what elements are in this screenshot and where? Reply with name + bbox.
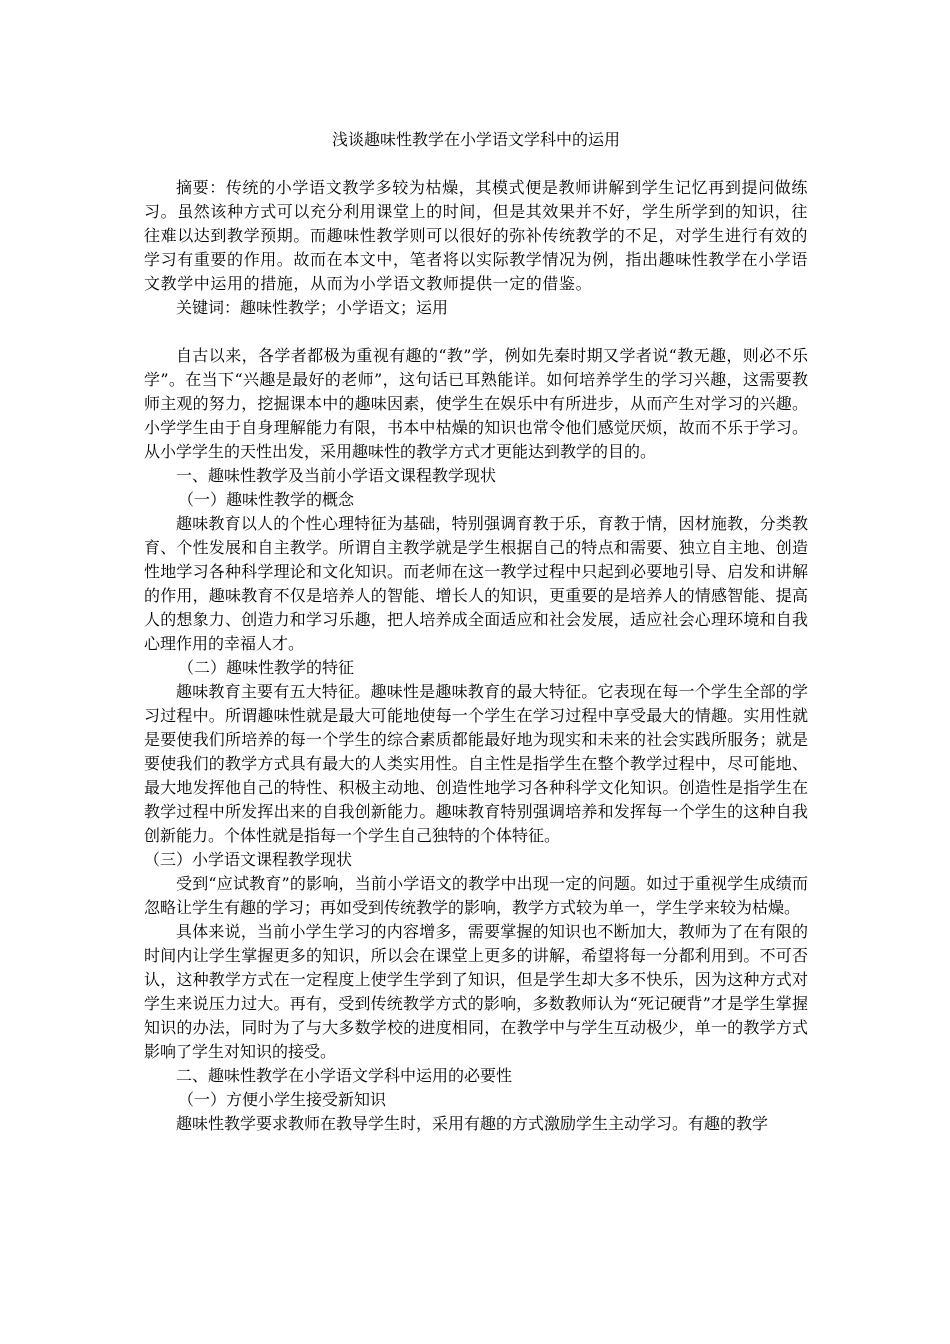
- section-1-heading: 一、趣味性教学及当前小学语文课程教学现状: [176, 466, 497, 485]
- section-1-3-body-2: 具体来说，当前小学生学习的内容增多，需要掌握的知识也不断加大，教师为了在有限的时间内让学生掌握更多的知识，所以会在课堂上更多的讲解，希望将每一分都利用到。不可否认，这种教学方式在一定程度上使学生学到了知识，但是学生却大多不快乐，因为这种方式对学生来说压力过大。再有，受到传统教学方式的影响，多数教师认为“死记硬背”才是学生掌握知识的办法，同时为了与大多数学校的进度相同，在教学中与学生互动极少，单一的教学方式影响了学生对知识的接受。: [144, 922, 808, 1061]
- section-1-2-body: 趣味教育主要有五大特征。趣味性是趣味教育的最大特征。它表现在每一个学生全部的学习过程中。所谓趣味性就是最大可能地使每一个学生在学习过程中享受最大的情趣。实用性就是要使我们所培养的每一个学生的综合素质都能最好地为现实和未来的社会实践所服务；就是要使我们的教学方式具有最大的人类实用性。自主性是指学生在整个教学过程中，尽可能地、最大地发挥他自己的特性、积极主动地、创造性地学习各种科学文化知识。创造性是指学生在教学过程中所发挥出来的自我创新能力。趣味教育特别强调培养和发挥每一个学生的这种自我创新能力。个体性就是指每一个学生自己独特的个体特征。: [144, 682, 808, 845]
- section-1-1-heading: （一）趣味性教学的概念: [178, 490, 355, 509]
- document-body: [144, 128, 808, 1136]
- keywords-line: 关键词：趣味性教学；小学语文；运用: [176, 298, 449, 317]
- abstract-paragraph: 摘要：传统的小学语文教学多较为枯燥，其模式便是教师讲解到学生记忆再到提问做练习。虽然该种方式可以充分利用课堂上的时间，但是其效果并不好，学生所学到的知识，往往难以达到教学预期。而趣味性教学则可以很好的弥补传统教学的不足，对学生进行有效的学习有重要的作用。故而在本文中，笔者将以实际教学情况为例，指出趣味性教学在小学语文教学中运用的措施，从而为小学语文教师提供一定的借鉴。: [144, 178, 809, 293]
- section-1-3-heading: （三）小学语文课程教学现状: [144, 850, 353, 869]
- section-2-1-body: 趣味性教学要求教师在教导学生时，采用有趣的方式激励学生主动学习。有趣的教学: [176, 1114, 769, 1133]
- paragraph-spacer: [144, 320, 808, 344]
- section-2-1-heading: （一）方便小学生接受新知识: [178, 1090, 387, 1109]
- intro-paragraph: 自古以来，各学者都极为重视有趣的“教”学，例如先秦时期又学者说“教无趣，则必不乐学”。在当下“兴趣是最好的老师”，这句话已耳熟能详。如何培养学生的学习兴趣，这需要教师主观的努力，挖掘课本中的趣味因素，使学生在娱乐中有所进步，从而产生对学习的兴趣。小学学生由于自身理解能力有限，书本中枯燥的知识也常令他们感觉厌烦，故而不乐于学习。从小学学生的天性出发，采用趣味性的教学方式才更能达到教学的目的。: [144, 346, 808, 461]
- document-title: 浅谈趣味性教学在小学语文学科中的运用: [331, 130, 620, 149]
- section-1-2-heading: （二）趣味性教学的特征: [178, 658, 355, 677]
- section-1-3-body-1: 受到“应试教育”的影响，当前小学语文的教学中出现一定的问题。如过于重视学生成绩而忽略让学生有趣的学习；再如受到传统教学的影响，教学方式较为单一，学生学来较为枯燥。: [144, 874, 808, 917]
- section-2-heading: 二、趣味性教学在小学语文学科中运用的必要性: [176, 1066, 513, 1085]
- section-1-1-body: 趣味教育以人的个性心理特征为基础，特别强调育教于乐，育教于情，因材施教，分类教育、个性发展和自主教学。所谓自主教学就是学生根据自己的特点和需要、独立自主地、创造性地学习各种科学理论和文化知识。而老师在这一教学过程中只起到必要地引导、启发和讲解的作用，趣味教育不仅是培养人的智能、增长人的知识，更重要的是培养人的情感智能、提高人的想象力、创造力和学习乐趣，把人培养成全面适应和社会发展，适应社会心理环境和自我心理作用的幸福人才。: [144, 514, 808, 653]
